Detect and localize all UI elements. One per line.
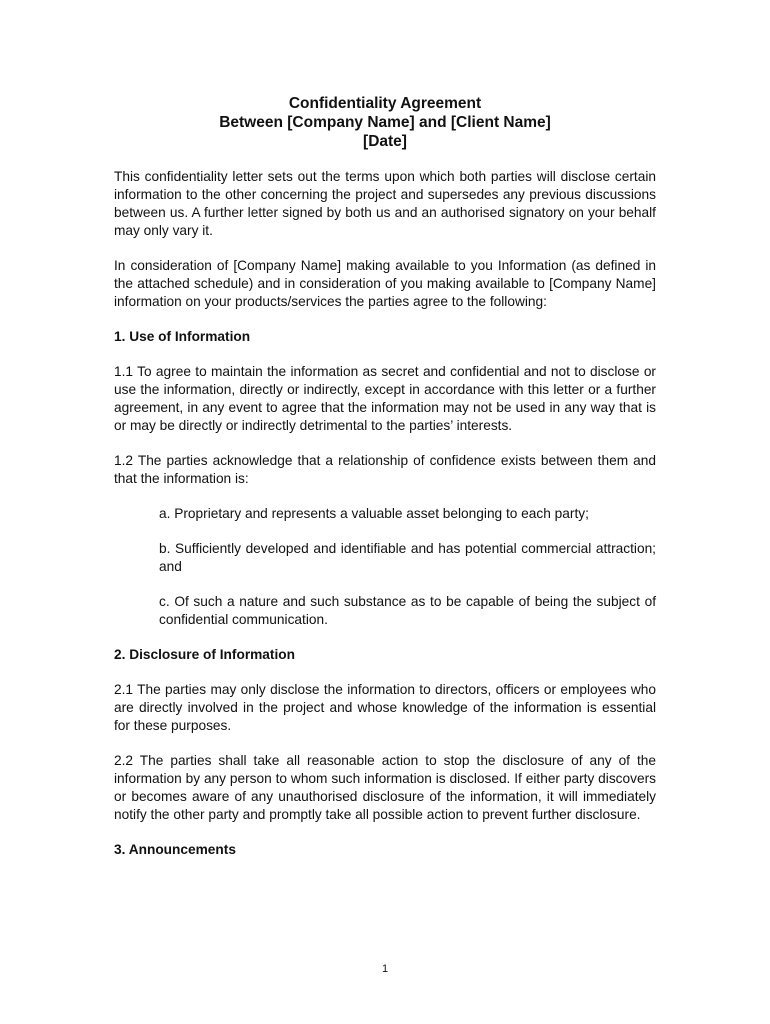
- clause-1-2: 1.2 The parties acknowledge that a relationship of confidence exists between them and that the information is:: [114, 453, 656, 486]
- section-1-heading: 1. Use of Information: [114, 329, 251, 344]
- document-title-line1: Confidentiality Agreement: [288, 95, 482, 112]
- intro-paragraph-1: This confidentiality letter sets out the terms upon which both parties will disclose certain information to the other concerning the project and supersedes any previous discussions between us. A further letter signed by both us and an authorised signatory on your behalf may only vary it.: [114, 169, 656, 238]
- document-title-date: [Date]: [363, 133, 407, 150]
- document-page: [114, 94, 656, 859]
- clause-2-2: 2.2 The parties shall take all reasonable action to stop the disclosure of any of the information by any person to whom such information is disclosed. If either party discovers or becomes aware of any unauthorised disclosure of the information, it will immediately notify the other party and promptly take all possible action to prevent further disclosure.: [114, 753, 656, 822]
- list-item-c: c. Of such a nature and such substance as to be capable of being the subject of confidential communication.: [159, 594, 656, 627]
- page-number: 1: [381, 963, 389, 975]
- intro-paragraph-2: In consideration of [Company Name] making available to you Information (as defined in the attached schedule) and in consideration of you making available to [Company Name] information on your products/services the parties agree to the following:: [114, 258, 656, 309]
- list-item-a: a. Proprietary and represents a valuable asset belonging to each party;: [159, 506, 589, 521]
- clause-1-1: 1.1 To agree to maintain the information as secret and confidential and not to disclose or use the information, directly or indirectly, except in accordance with this letter or a further agreement, in any event to agree that the information may not be used in any way that is or may be directly or indirectly detrimental to the parties’ interests.: [114, 364, 656, 433]
- section-3-heading: 3. Announcements: [114, 842, 236, 857]
- section-2-heading: 2. Disclosure of Information: [114, 647, 296, 662]
- list-item-b: b. Sufficiently developed and identifiable and has potential commercial attraction; and: [159, 541, 656, 574]
- clause-2-1: 2.1 The parties may only disclose the information to directors, officers or employees who are directly involved in the project and whose knowledge of the information is essential for these purposes.: [114, 682, 656, 733]
- document-title-line2: Between [Company Name] and [Client Name]: [219, 114, 551, 131]
